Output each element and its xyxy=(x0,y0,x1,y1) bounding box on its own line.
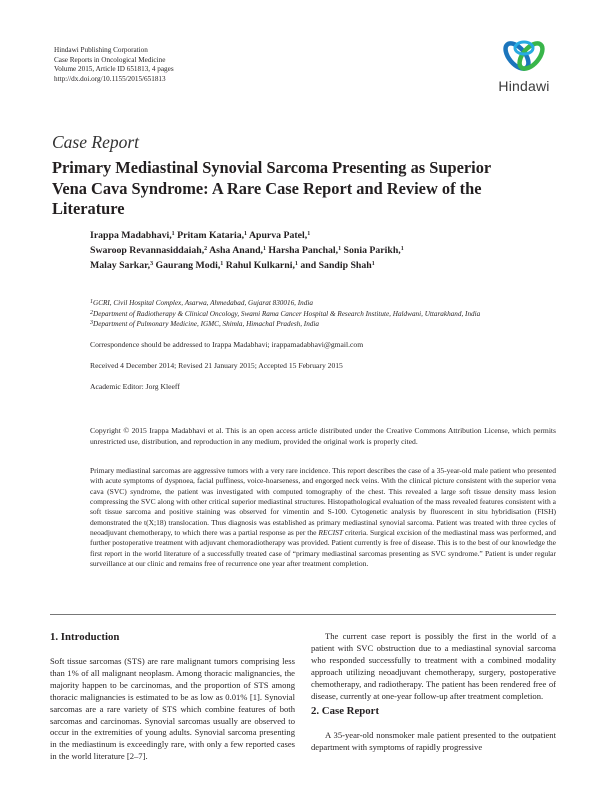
author-name: Asha Anand, xyxy=(207,245,263,256)
affiliation-list xyxy=(90,298,560,330)
affiliation xyxy=(90,309,560,320)
abstract xyxy=(90,466,556,569)
affiliation-text: GCRI, Civil Hospital Complex, Asarwa, Ahmedabad, Gujarat 830016, India xyxy=(93,299,313,307)
recist-term: RECIST xyxy=(318,528,343,538)
introduction-heading: 1. Introduction xyxy=(50,631,120,643)
journal-volume: Volume 2015, Article ID 651813, 4 pages xyxy=(54,65,174,74)
author-affiliation-mark: 1 xyxy=(338,246,342,252)
section-divider xyxy=(50,614,556,615)
author-name: and Sandip Shah xyxy=(297,260,372,271)
hindawi-logo-text: Hindawi xyxy=(498,78,550,94)
hindawi-logo-icon xyxy=(502,34,546,78)
abstract-text-part-1: Primary mediastinal sarcomas are aggressive tumors with a very rare incidence. This report describes the case of a 35-year-old male patient who presented with acute symptoms of dyspnoea, facial puffiness, voice-hoarseness, and engorged neck veins. With the clinical picture consistent with the superior vena cava (SVC) syndrome, the patient was investigated with computed tomography of the chest. This revealed a large soft tissue density mass lesion compressing the SVC along with other critical superior mediastinal structures. Histopathological evaluation of the mass revealed features consistent with a soft tissue sarcoma and positive staining was observed for vimentin and S-100. Cytogenetic analysis by fluorescent in situ hybridisation (FISH) demonstrated the t(X;18) translocation. Thus diagnosis was established as primary mediastinal synovial sarcoma. Patient was treated with three cycles of neoadjuvant chemotherapy, to which there was a partial response as per the xyxy=(90,466,556,538)
affiliation-text: Department of Radiotherapy & Clinical Oncology, Swami Rama Cancer Hospital & Research Institute, Haldwani, Uttarakhand, India xyxy=(93,309,481,318)
affiliation-number: 3 xyxy=(90,320,93,326)
author-affiliation-mark: 1 xyxy=(400,246,404,252)
author-name: Malay Sarkar, xyxy=(90,260,151,271)
author-name: Sonia Parikh, xyxy=(341,245,401,256)
author-affiliation-mark: 1 xyxy=(294,261,298,267)
affiliation-number: 1 xyxy=(90,299,93,305)
received-dates: Received 4 December 2014; Revised 21 January 2015; Accepted 15 February 2015 xyxy=(90,361,343,370)
case-report-paragraph: A 35-year-old nonsmoker male patient presented to the outpatient department with symptoms of rapidly progressive xyxy=(311,730,556,752)
author-affiliation-mark: 1 xyxy=(307,231,311,237)
introduction-paragraph: Soft tissue sarcomas (STS) are rare malignant tumors comprising less than 1% of all malignant neoplasm. Among thoracic malignancies, the majority happen to be carcinomas, and the proportion of STS among thoracic malignancies is estimated to be as low as 0.01% [1]. Synovial sarcomas are a rare variety of STS which combine features of both sarcomas and carcinomas. Synovial sarcomas usually are observed to occur in the extremities of young adults. Synovial sarcoma presenting in the mediastinum is exceedingly rare, with only a few reported cases in the world literature [2–7]. xyxy=(50,656,295,762)
author-affiliation-mark: 1 xyxy=(371,261,375,267)
author-line xyxy=(90,258,560,273)
author-name: Harsha Panchal, xyxy=(265,245,339,256)
journal-header xyxy=(54,46,174,84)
publisher-name: Hindawi Publishing Corporation xyxy=(54,46,148,54)
author-name: Pritam Kataria, xyxy=(174,230,245,241)
case-report-heading: 2. Case Report xyxy=(311,705,380,717)
author-affiliation-mark: 1 xyxy=(220,261,224,267)
abstract-text-part-2: criteria. Surgical excision of the mediastinal mass was performed, and further postoperative treatment with adjuvant chemoradiotherapy was provided. Patient currently is free of disease. This is to the best of our knowledge the first report in the world literature of a successfully treated case of “primary mediastinal sarcomas presenting as SVC syndrome.” Patient is under regular surveillance at our clinic and remains free of recurrence one year after treatment completion. xyxy=(90,528,556,569)
copyright-notice: Copyright © 2015 Irappa Madabhavi et al. This is an open access article distributed under the Creative Commons Attribution License, which permits unrestricted use, distribution, and reproduction in any medium, provided the original work is properly cited. xyxy=(90,426,556,446)
affiliation xyxy=(90,319,560,330)
affiliation-text: Department of Pulmonary Medicine, IGMC, Shimla, Himachal Pradesh, India xyxy=(93,320,319,328)
author-line xyxy=(90,228,560,243)
affiliation xyxy=(90,298,560,309)
author-name: Irappa Madabhavi, xyxy=(90,230,172,241)
author-affiliation-mark: 2 xyxy=(204,246,208,252)
author-name: Apurva Patel, xyxy=(247,230,308,241)
journal-name: Case Reports in Oncological Medicine xyxy=(54,55,166,64)
article-type: Case Report xyxy=(52,132,140,152)
author-line xyxy=(90,243,560,258)
author-affiliation-mark: 1 xyxy=(262,246,266,252)
case-summary-paragraph: The current case report is possibly the first in the world of a patient with SVC obstruction due to a mediastinal synovial sarcoma who responded successfully to treatment with a combined modality approach utilizing neoadjuvant chemotherapy, surgery, postoperative chemotherapy, and radiotherapy. The patient has been rendered free of disease, currently at one-year follow-up after treatment completion. xyxy=(311,631,556,701)
journal-doi-link[interactable]: http://dx.doi.org/10.1155/2015/651813 xyxy=(54,74,166,83)
author-name: Swaroop Revannasiddaiah, xyxy=(90,245,205,256)
author-affiliation-mark: 1 xyxy=(171,231,175,237)
hindawi-logo xyxy=(494,34,554,104)
author-affiliation-mark: 3 xyxy=(150,261,154,267)
author-list xyxy=(90,228,560,273)
author-name: Gaurang Modi, xyxy=(153,260,221,271)
affiliation-number: 2 xyxy=(90,309,93,316)
author-affiliation-mark: 1 xyxy=(244,231,248,237)
academic-editor: Academic Editor: Jorg Kleeff xyxy=(90,382,180,391)
correspondence-line: Correspondence should be addressed to Irappa Madabhavi; irappamadabhavi@gmail.com xyxy=(90,340,364,349)
author-name: Rahul Kulkarni, xyxy=(223,260,295,271)
article-title: Primary Mediastinal Synovial Sarcoma Presenting as Superior Vena Cava Syndrome: A Rare Case Report and Review of the Literature xyxy=(52,158,491,218)
